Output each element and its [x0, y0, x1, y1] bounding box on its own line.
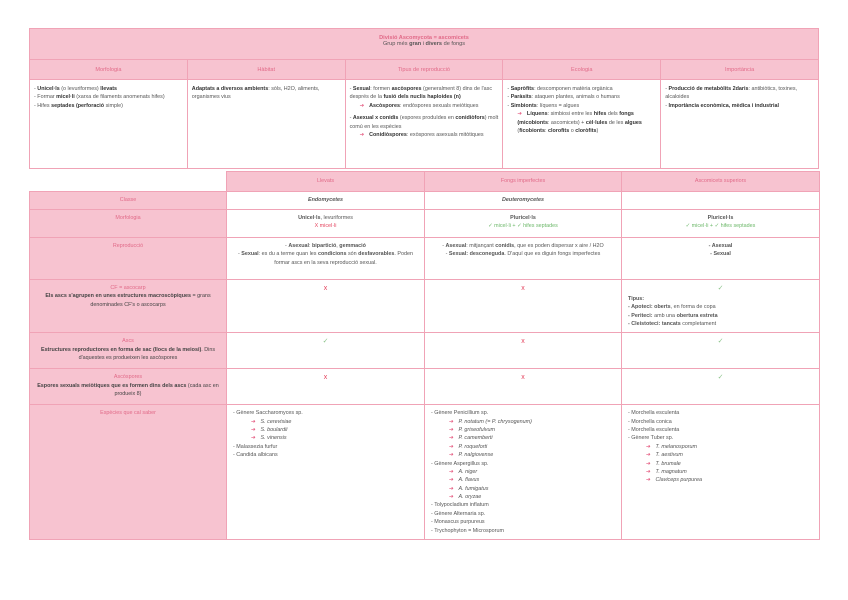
species-list-item: - Morchella conica: [628, 418, 672, 425]
cf-ascomicets-superiors: ✓ Tipus: - Apoteci: oberts, en forma de copa - Periteci: amb una obertura estreta - Cleistoteci: tancats completament: [622, 280, 820, 333]
ascospores-ascomicets-superiors: [622, 369, 820, 405]
especies-llevats: [227, 405, 425, 540]
header-habitat: Hàbitat: [187, 60, 345, 80]
species-list-item: - Gènere Alternaria sp.: [431, 510, 486, 517]
classe-fongs-imperfectes: Deuteromycetes: [425, 192, 622, 210]
arrow-right-icon: ➔: [449, 418, 454, 425]
ascs-ascomicets-superiors: [622, 333, 820, 369]
arrow-right-icon: ➔: [646, 477, 651, 484]
especies-fongs-imperfectes: [425, 405, 622, 540]
arrow-right-icon: ➔: [251, 427, 256, 434]
morfologia-ascomicets-superiors: Pluricel·ls ✓ micel·li + ✓ hifes septades: [622, 210, 820, 238]
check-icon: ✓: [717, 285, 724, 292]
species-list-item: ➔ P. notatum (= P. chrysogenum): [449, 418, 532, 425]
cross-icon: x: [521, 374, 525, 382]
arrow-right-icon: ➔: [449, 443, 454, 450]
cross-icon: x: [323, 374, 328, 382]
species-list-item: - Morchella esculenta: [628, 410, 680, 417]
row-header-classe: Classe: [30, 192, 227, 210]
header-reproduccio: Tipus de reproducció: [345, 60, 503, 80]
cell-habitat: Adaptats a diversos ambients: sòls, H2O, aliments, organismes vius: [187, 80, 345, 169]
species-list-item: - Gènere Saccharomyces sp.: [233, 410, 303, 417]
check-icon: ✓: [717, 374, 724, 382]
row-header-cf-ascocarp: CF = ascocarp Els ascs s'agrupen en unes estructures macroscòpiques = grans denominades CF's o ascocarps: [30, 280, 227, 333]
species-list-item: ➔ T. melanosporum: [646, 443, 697, 450]
cell-reproduccio: - Sexual: formen ascòspores (generalment 8) dins de l'asc després de la fusió dels nuclis haploides (n) ➔ Ascòspores: endòspores sexuals meiòtiques - Asexual x conidis (espores produïdes en conidiòfors) molt comú en les espècies ➔ Conidiòspores: exòspores asexuals mitòtiques: [345, 80, 503, 169]
species-list-item: ➔ S. vinensis: [251, 435, 287, 442]
species-list-item: ➔ S. boulardii: [251, 427, 288, 434]
arrow-right-icon: ➔: [646, 468, 651, 475]
species-list-item: - Gènere Aspergillus sp.: [431, 460, 489, 467]
arrow-right-icon: ➔: [449, 494, 454, 501]
cell-importancia: - Producció de metabòlits 2daris: antibiòtics, toxines, alcaloides - Importància econòmica, mèdica i industrial: [661, 80, 819, 169]
col-header-ascomicets-superiors: Ascomicets superiors: [622, 172, 820, 192]
species-list-item: ➔ A. niger: [449, 468, 478, 475]
species-list-item: - Morchella esculenta: [628, 427, 680, 434]
arrow-right-icon: ➔: [449, 427, 454, 434]
arrow-right-icon: ➔: [517, 111, 522, 118]
species-list-item: ➔ S. cerevisiae: [251, 418, 292, 425]
species-list-item: - Monascus purpureus: [431, 519, 485, 526]
arrow-right-icon: ➔: [251, 418, 256, 425]
classe-ascomicets-superiors: [622, 192, 820, 210]
col-header-llevats: Llevats: [227, 172, 425, 192]
arrow-right-icon: ➔: [449, 452, 454, 459]
division-title: Divisió Ascomycota = ascomicets: [379, 35, 469, 41]
reproduccio-ascomicets-superiors: - Asexual - Sexual: [622, 238, 820, 280]
col-header-fongs-imperfectes: Fongs imperfectes: [425, 172, 622, 192]
ascs-llevats: [227, 333, 425, 369]
ascomycota-classes-table: [29, 171, 820, 540]
division-subtitle: Grup més gran i divers de fongs: [382, 41, 466, 47]
species-list-item: ➔ P. nalgiovense: [449, 452, 494, 459]
species-list-item: ➔ P. camemberti: [449, 435, 493, 442]
species-list-item: - Trychophyton = Microsporum: [431, 527, 504, 534]
species-list-item: ➔ T. brumale: [646, 460, 681, 467]
arrow-right-icon: ➔: [646, 443, 651, 450]
species-list-item: - Gènere Penicillium sp.: [431, 410, 489, 417]
check-icon: ✓: [322, 338, 329, 346]
header-ecologia: Ecologia: [503, 60, 661, 80]
arrow-right-icon: ➔: [449, 477, 454, 484]
header-morfologia: Morfologia: [30, 60, 188, 80]
header-importancia: Importància: [661, 60, 819, 80]
row-header-reproduccio: Reproducció: [30, 238, 227, 280]
arrow-right-icon: ➔: [359, 102, 365, 109]
row-header-morfologia: Morfologia: [30, 210, 227, 238]
cross-icon: x: [323, 285, 328, 292]
arrow-right-icon: ➔: [449, 468, 454, 475]
arrow-right-icon: ➔: [646, 460, 651, 467]
species-list-item: ➔ A. flavus: [449, 477, 480, 484]
arrow-right-icon: ➔: [646, 452, 651, 459]
species-list-item: - Tolypocladium inflatum: [431, 502, 489, 509]
row-header-especies: Espècies que cal saber: [30, 405, 227, 540]
cell-ecologia: - Sapròfits: descomponen matèria orgànica - Paràsits: ataquen plantes, animals o humans - Simbionts: líquens = algues ➔ Líquens: simbiosi entre les hifes dels fongs (micobionts: ascomicets) + cèl·lules de les algues (ficobionts: clorofits o cloròfits): [503, 80, 661, 169]
ascospores-fongs-imperfectes: [425, 369, 622, 405]
species-list-item: ➔ T. magnatum: [646, 468, 687, 475]
cell-morfologia: - Unicel·ls (o levuriformes) llevats - Formar micel·li (xarxa de filaments anomenats hifes) - Hifes septades (perforació simple): [30, 80, 188, 169]
division-banner: [30, 29, 819, 60]
cross-icon: x: [521, 338, 525, 346]
species-list-item: ➔ T. aestivum: [646, 452, 683, 459]
reproduccio-llevats: - Asexual: bipartició, gemmació - Sexual: es du a terme quan les condicions són desfavorables. Poden formar ascs en la seva reproducció sexual.: [227, 238, 425, 280]
morfologia-fongs-imperfectes: Pluricel·ls ✓ micel·li + ✓ hifes septades: [425, 210, 622, 238]
species-list-item: ➔ Claviceps purpurea: [646, 477, 702, 484]
species-list-item: ➔ A. fumigatus: [449, 485, 489, 492]
classe-llevats: Endomycetes: [227, 192, 425, 210]
morfologia-llevats: Unicel·ls, levuriformes X micel·li: [227, 210, 425, 238]
ascs-fongs-imperfectes: [425, 333, 622, 369]
row-header-ascs: Ascs Estructures reproductores en forma de sac (llocs de la meiosi). Dins d'aquestes es produeixen les ascòspores: [30, 333, 227, 369]
especies-ascomicets-superiors: [622, 405, 820, 540]
row-header-ascospores: Ascòspores Espores sexuals meiòtiques que es formen dins dels ascs (cada asc en produeix 8): [30, 369, 227, 405]
species-list-item: - Malassezia furfur: [233, 443, 278, 450]
reproduccio-fongs-imperfectes: - Asexual: mitjançant conidis, que es poden dispersar x aire / H2O - Sexual: desconeguda. D'aquí que es diguin fongs imperfectes: [425, 238, 622, 280]
species-list-item: ➔ A. oryzae: [449, 494, 482, 501]
ascomycota-overview-table: [29, 28, 819, 169]
arrow-right-icon: ➔: [251, 435, 256, 442]
cf-fongs-imperfectes: [425, 280, 622, 333]
species-list-item: - Gènere Tuber sp.: [628, 435, 674, 442]
cross-icon: x: [521, 285, 525, 292]
arrow-right-icon: ➔: [449, 485, 454, 492]
check-icon: ✓: [717, 338, 724, 346]
species-list-item: ➔ P. roqueforti: [449, 443, 488, 450]
ascospores-llevats: [227, 369, 425, 405]
arrow-right-icon: ➔: [359, 131, 365, 138]
species-list-item: - Candida albicans: [233, 452, 278, 459]
species-list-item: ➔ P. griseofulvum: [449, 427, 495, 434]
arrow-right-icon: ➔: [449, 435, 454, 442]
cf-llevats: [227, 280, 425, 333]
